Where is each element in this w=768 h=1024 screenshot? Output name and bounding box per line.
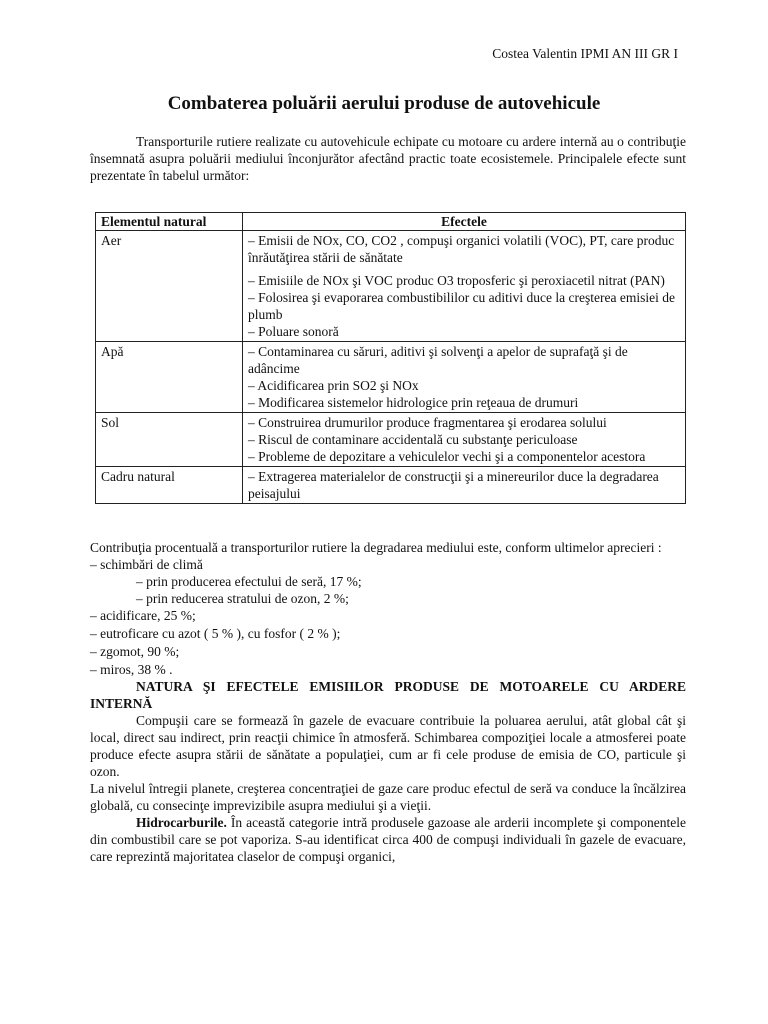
effects-table [95, 212, 686, 504]
list-item: – eutroficare cu azot ( 5 % ), cu fosfor ( 2 % ); [90, 626, 341, 641]
table-row-apa [96, 342, 686, 413]
cell-element: Sol [96, 413, 243, 467]
list-item: – prin reducerea stratului de ozon, 2 %; [136, 591, 349, 606]
body-text [90, 539, 686, 865]
paragraph-text: Compuşii care se formează în gazele de evacuare contribuie la poluarea aerului, atât global cât şi local, direct sau indirect, prin reacţii chimice în atmosferă. Schimbarea compoziţiei locale a atmosferei poate produce efecte asupra stării de sănătate a populaţiei, cum ar fi cele produse de emisia de CO, particule şi ozon. [90, 713, 686, 779]
effect-line: – Contaminarea cu săruri, aditivi şi solvenţi a apelor de suprafaţă şi de adâncime [248, 344, 628, 376]
effect-line: – Probleme de depozitare a vehiculelor vechi şi a componentelor acestora [248, 449, 646, 464]
cell-element: Cadru natural [96, 467, 243, 504]
term-hidrocarburile: Hidrocarburile. [136, 815, 227, 830]
cell-effects [243, 342, 686, 413]
list-item: – schimbări de climă [90, 557, 203, 572]
author-header: Costea Valentin IPMI AN III GR I [492, 46, 678, 61]
section-paragraph-1 [90, 712, 686, 780]
effect-line: – Extragerea materialelor de construcţii şi a minereurilor duce la degradarea peisajului [248, 469, 659, 501]
table-row-aer [96, 231, 686, 342]
effect-line: – Riscul de contaminare accidentală cu substanţe periculoase [248, 432, 578, 447]
cell-effects [243, 231, 686, 342]
effect-line: – Emisii de NOx, CO, CO2 , compuşi organici volatili (VOC), PT, care produc înrăutăţirea stării de sănătate [248, 233, 675, 265]
cell-effects [243, 467, 686, 504]
cell-effects [243, 413, 686, 467]
effect-line: – Construirea drumurilor produce fragmentarea şi erodarea solului [248, 415, 607, 430]
header-effects: Efectele [243, 213, 686, 231]
paragraph-text: În această categorie intră produsele gazoase ale arderii incomplete şi componentele din combustibil care se pot vaporiza. S-au identificat circa 400 de compuşi individuali în gazele de evacuare, care reprezintă majoritatea claselor de compuşi organici, [90, 815, 686, 864]
section-heading [90, 678, 686, 712]
intro-text: Transporturile rutiere realizate cu autovehicule echipate cu motoare cu ardere internă au o contribuţie însemnată asupra poluării mediului înconjurător afectând practic toate ecosistemele. Principalele efecte sunt prezentate în tabelul următor: [90, 134, 686, 183]
contribution-lead: Contribuţia procentuală a transporturilor rutiere la degradarea mediului este, conform ultimelor aprecieri : [90, 540, 662, 555]
list-item: – zgomot, 90 %; [90, 644, 180, 659]
effect-line: – Acidificarea prin SO2 şi NOx [248, 378, 419, 393]
document-title: Combaterea poluării aerului produse de autovehicule [167, 93, 601, 114]
list-item: – miros, 38 % . [90, 662, 173, 677]
effect-line: – Poluare sonoră [248, 324, 339, 339]
cell-element: Aer [96, 231, 243, 342]
table-row-sol [96, 413, 686, 467]
section-heading-text: NATURA ŞI EFECTELE EMISIILOR PRODUSE DE MOTOARELE CU ARDERE INTERNĂ [90, 679, 686, 711]
intro-paragraph [90, 133, 686, 184]
table-header-row [96, 213, 686, 231]
section-paragraph-2: La nivelul întregii planete, creşterea concentraţiei de gaze care produc efectul de seră va conduce la încălzirea globală, cu consecinţe imprevizibile asupra mediului şi a vieţii. [90, 781, 686, 813]
effect-line: – Emisiile de NOx şi VOC produc O3 troposferic şi peroxiacetil nitrat (PAN) [248, 273, 665, 288]
effect-line: – Modificarea sistemelor hidrologice prin reţeaua de drumuri [248, 395, 579, 410]
effect-line: – Folosirea şi evaporarea combustibililor cu aditivi duce la creşterea emisiei de plumb [248, 290, 675, 322]
cell-element: Apă [96, 342, 243, 413]
header-element: Elementul natural [96, 213, 243, 231]
list-item: – acidificare, 25 %; [90, 608, 196, 623]
section-paragraph-3 [90, 814, 686, 865]
table-row-cadru [96, 467, 686, 504]
list-item: – prin producerea efectului de seră, 17 %; [136, 574, 362, 589]
